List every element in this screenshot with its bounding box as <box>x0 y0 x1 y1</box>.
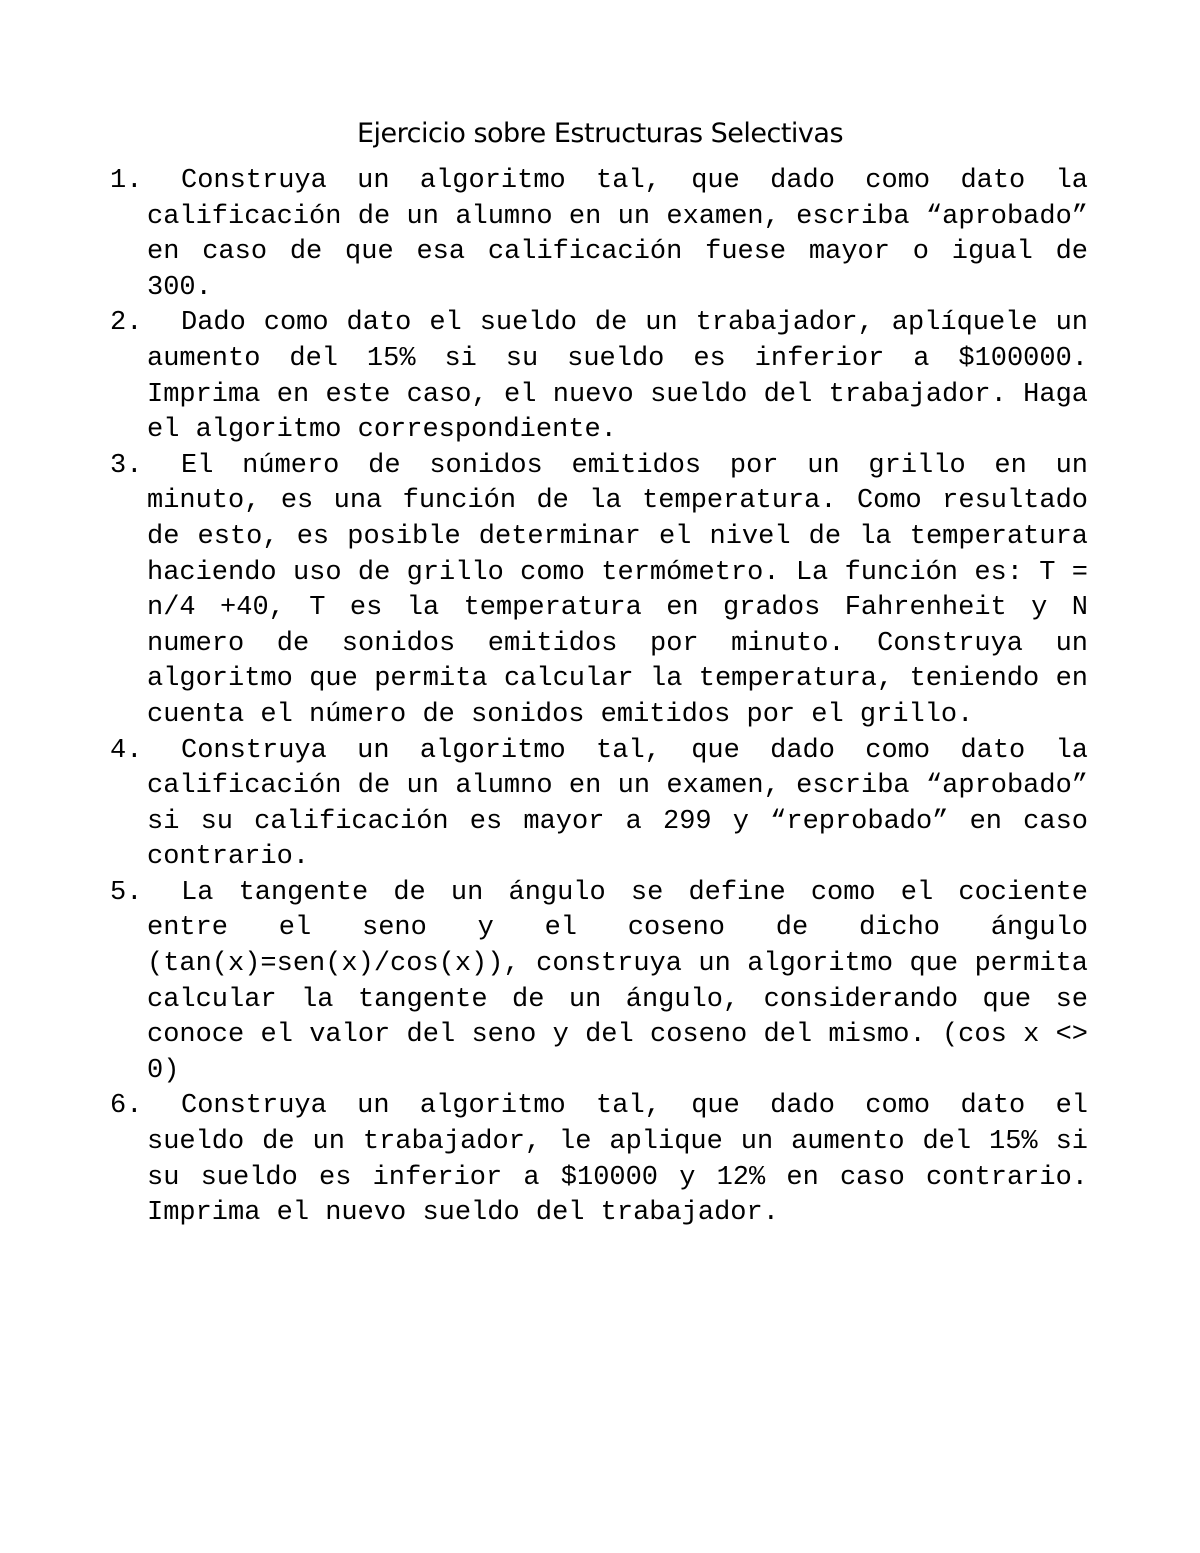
exercise-text: El número de sonidos emitidos por un grillo en un minuto, es una función de la temperatura. Como resultado de esto, es posible determinar el nivel de la temperatura haciendo uso de grillo como termómetro. La función es: T = n/4 +40, T es la temperatura en grados Fahrenheit y N numero de sonidos emitidos por minuto. Construya un algoritmo que permita calcular la temperatura, teniendo en cuenta el número de sonidos emitidos por el grillo. <box>147 450 1088 730</box>
exercise-text: Construya un algoritmo tal, que dado como dato la calificación de un alumno en un examen, escriba “aprobado” en caso de que esa calificación fuese mayor o igual de 300. <box>147 166 1088 303</box>
exercise-number: 3. <box>110 450 143 481</box>
exercise-item <box>110 306 1088 448</box>
document-title: Ejercicio sobre Estructuras Selectivas <box>356 118 844 149</box>
exercise-list <box>110 164 1088 1232</box>
exercise-text: Construya un algoritmo tal, que dado como dato el sueldo de un trabajador, le aplique un aumento del 15% si su sueldo es inferior a $10000 y 12% en caso contrario. Imprima el nuevo sueldo del trabajador. <box>147 1091 1088 1229</box>
exercise-item <box>110 1089 1088 1231</box>
exercise-text: Dado como dato el sueldo de un trabajador, aplíquele un aumento del 15% si su sueldo es inferior a $100000. Imprima en este caso, el nuevo sueldo del trabajador. Haga el algoritmo correspondiente. <box>147 308 1088 446</box>
exercise-item <box>110 449 1088 734</box>
exercise-number: 2. <box>110 308 143 339</box>
exercise-item <box>110 876 1088 1090</box>
exercise-number: 6. <box>110 1091 143 1122</box>
exercise-number: 5. <box>110 877 143 908</box>
exercise-item <box>110 164 1088 306</box>
exercise-number: 4. <box>110 735 143 766</box>
exercise-text: Construya un algoritmo tal, que dado como dato la calificación de un alumno en un examen, escriba “aprobado” si su calificación es mayor a 299 y “reprobado” en caso contrario. <box>147 735 1088 873</box>
exercise-item <box>110 734 1088 876</box>
exercise-text: La tangente de un ángulo se define como el cociente entre el seno y el coseno de dicho ángulo (tan(x)=sen(x)/cos(x)), construya un algoritmo que permita calcular la tangente de un ángulo, considerando que se conoce el valor del seno y del coseno del mismo. (cos x <> 0) <box>147 877 1088 1086</box>
exercise-number: 1. <box>110 166 143 196</box>
